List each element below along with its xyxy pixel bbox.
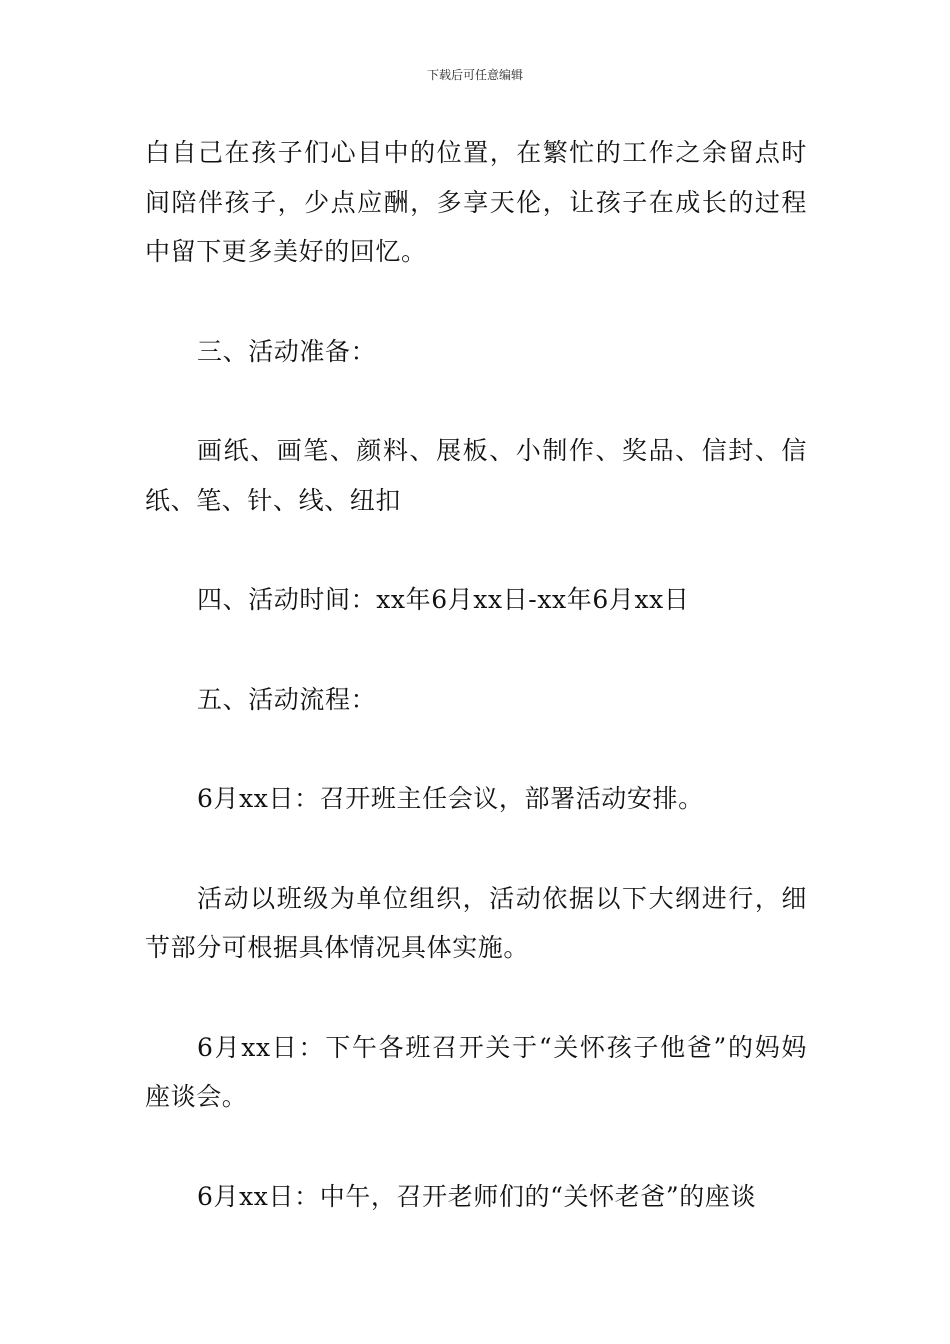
paragraph-process-step-3: 6月xx日：中午，召开老师们的“关怀老爸”的座谈 xyxy=(197,1181,757,1211)
paragraph-continuation: 白自己在孩子们心目中的位置，在繁忙的工作之余留点时间陪伴孩子，少点应酬，多享天伦，让孩子在成长的过程中留下更多美好的回忆。 xyxy=(145,138,807,266)
paragraph-process-step-1: 6月xx日：召开班主任会议，部署活动安排。 xyxy=(197,784,704,813)
section-heading-process: 五、活动流程： xyxy=(197,684,377,714)
section-heading-preparation: 三、活动准备： xyxy=(197,336,377,366)
paragraph-materials: 画纸、画笔、颜料、展板、小制作、奖品、信封、信纸、笔、针、线、纽扣 xyxy=(145,436,807,515)
document-body xyxy=(145,128,807,1221)
section-heading-time: 四、活动时间：xx年6月xx日-xx年6月xx日 xyxy=(197,585,690,614)
paragraph-process-outline: 活动以班级为单位组织，活动依据以下大纲进行，细节部分可根据具体情况具体实施。 xyxy=(145,883,807,962)
paragraph-process-step-2: 6月xx日：下午各班召开关于“关怀孩子他爸”的妈妈座谈会。 xyxy=(145,1032,807,1111)
header-note: 下载后可任意编辑 xyxy=(426,68,523,82)
